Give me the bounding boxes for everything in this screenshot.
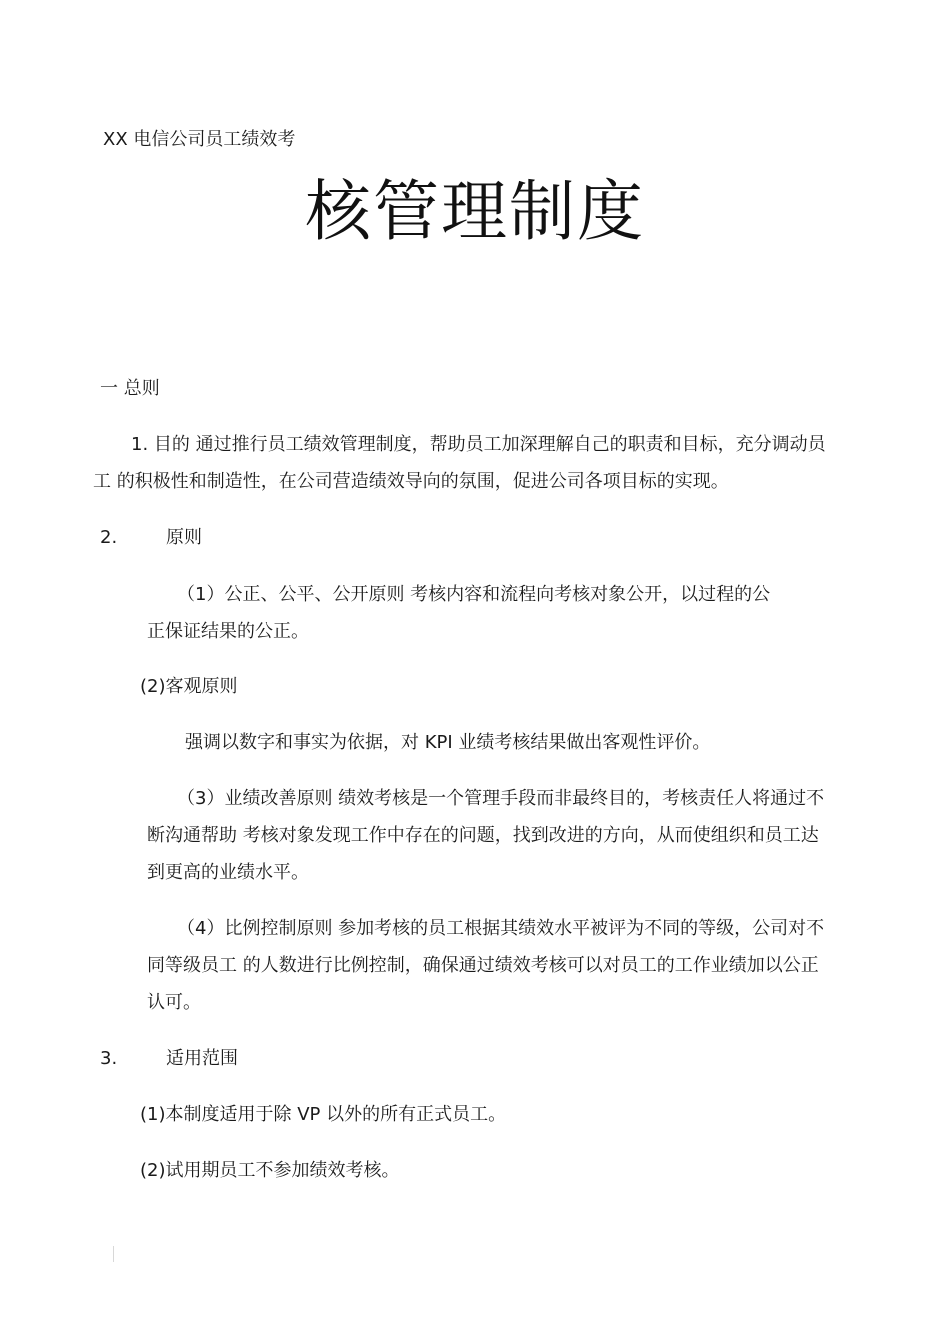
item1-line2: 工 的积极性和制造性，在公司营造绩效导向的氛围，促进公司各项目标的实现。: [93, 471, 729, 492]
section-heading-general: 一 总则: [100, 378, 160, 399]
item1-line1: 1. 目的 通过推行员工绩效管理制度，帮助员工加深理解自己的职责和目标，充分调动员: [131, 434, 826, 455]
title-line-2: 核管理制度: [305, 173, 645, 250]
principle3-line3: 到更高的业绩水平。: [147, 862, 309, 883]
principle3-line2: 断沟通帮助 考核对象发现工作中存在的问题，找到改进的方向，从而使组织和员工达: [147, 825, 819, 846]
title-line-1: XX 电信公司员工绩效考: [103, 129, 296, 150]
text-cursor-mark: [113, 1246, 114, 1262]
principle3-line1: （3）业绩改善原则 绩效考核是一个管理手段而非最终目的，考核责任人将通过不: [177, 788, 825, 809]
scope-line1: (1)本制度适用于除 VP 以外的所有正式员工。: [140, 1104, 507, 1125]
item3-label: 适用范围: [166, 1048, 238, 1069]
item2-label: 原则: [166, 527, 202, 548]
item2-number: 2.: [100, 527, 118, 548]
principle1-line1: （1）公正、公平、公开原则 考核内容和流程向考核对象公开，以过程的公: [177, 584, 771, 605]
principle4-line2: 同等级员工 的人数进行比例控制，确保通过绩效考核可以对员工的工作业绩加以公正: [147, 955, 819, 976]
item3-number: 3.: [100, 1048, 118, 1069]
principle2-line1: 强调以数字和事实为依据，对 KPI 业绩考核结果做出客观性评价。: [185, 732, 711, 753]
principle1-line2: 正保证结果的公正。: [147, 621, 309, 642]
scope-line2: (2)试用期员工不参加绩效考核。: [140, 1160, 400, 1181]
principle4-line3: 认可。: [147, 992, 201, 1013]
principle2-heading: (2)客观原则: [140, 676, 238, 697]
principle4-line1: （4）比例控制原则 参加考核的员工根据其绩效水平被评为不同的等级，公司对不: [177, 918, 825, 939]
